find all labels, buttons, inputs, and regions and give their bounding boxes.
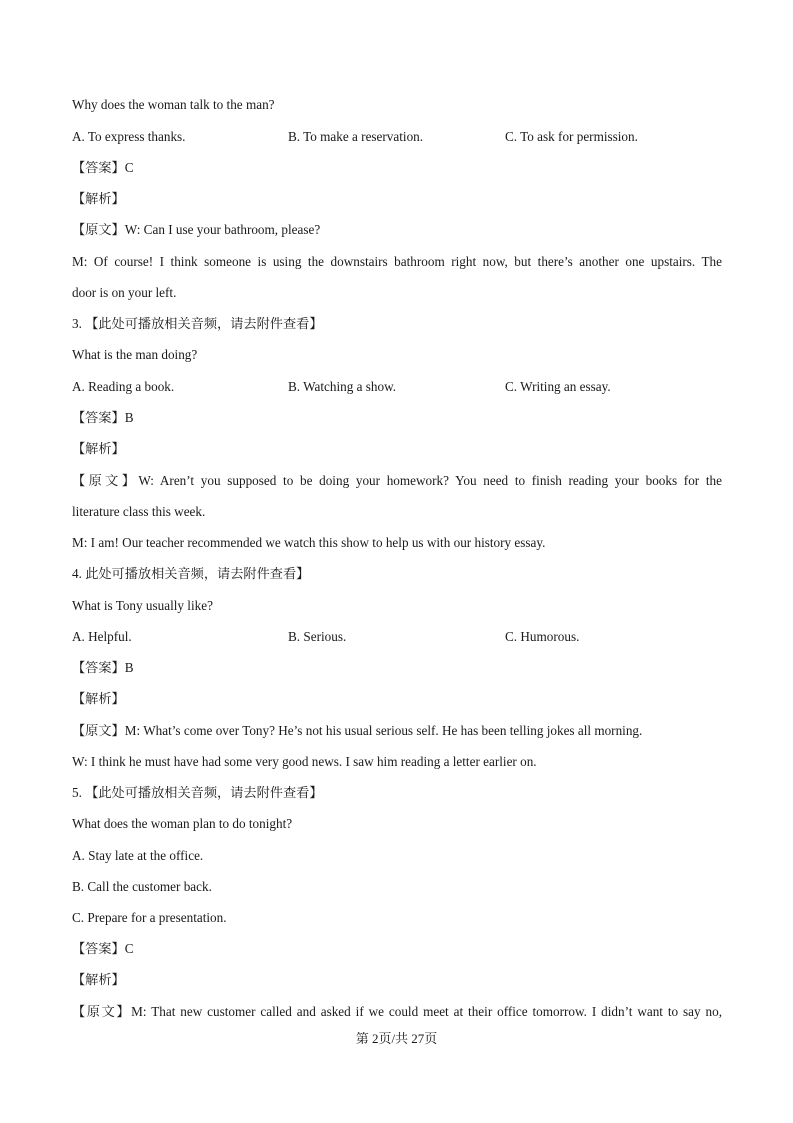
q2-option-b: B. To make a reservation. (288, 129, 424, 144)
q2-option-a: A. To express thanks. (72, 129, 186, 144)
q2-transcript-line-3: door is on your left. (72, 285, 177, 300)
q3-option-b: B. Watching a show. (288, 379, 397, 394)
q3-header: 3. 【此处可播放相关音频，请去附件查看】 (72, 316, 323, 331)
q4-header: 4. 此处可播放相关音频，请去附件查看】 (72, 566, 310, 581)
q2-transcript-line-2: M: Of course! I think someone is using the downstairs bathroom right now, but there’s another one upstairs. The (72, 254, 722, 269)
q2-answer: 【答案】C (72, 160, 134, 175)
q2-question: Why does the woman talk to the man? (72, 97, 275, 112)
q5-answer: 【答案】C (72, 941, 134, 956)
q5-option-b: B. Call the customer back. (72, 879, 212, 894)
q5-option-a: A. Stay late at the office. (72, 848, 204, 863)
q3-option-a: A. Reading a book. (72, 379, 175, 394)
q2-analysis-label: 【解析】 (72, 191, 125, 206)
q2-option-c: C. To ask for permission. (505, 129, 638, 144)
q2-transcript-line-1: 【原文】W: Can I use your bathroom, please? (72, 222, 321, 237)
q5-transcript-line-1: 【原文】M: That new customer called and asked if we could meet at their office tomorrow. I didn’t want to say no, (72, 1004, 722, 1019)
q4-answer: 【答案】B (72, 660, 134, 675)
q3-transcript-line-3: M: I am! Our teacher recommended we watch this show to help us with our history essay. (72, 535, 546, 550)
q5-option-c: C. Prepare for a presentation. (72, 910, 227, 925)
q4-question: What is Tony usually like? (72, 598, 213, 613)
q4-transcript-line-1: 【原文】M: What’s come over Tony? He’s not his usual serious self. He has been telling jokes all morning. (72, 723, 643, 738)
q4-transcript-line-2: W: I think he must have had some very good news. I saw him reading a letter earlier on. (72, 754, 537, 769)
q3-transcript-line-2: literature class this week. (72, 504, 206, 519)
q3-answer: 【答案】B (72, 410, 134, 425)
q5-question: What does the woman plan to do tonight? (72, 816, 293, 831)
q3-transcript-line-1: 【原文】W: Aren’t you supposed to be doing your homework? You need to finish reading your books for the (72, 473, 722, 488)
q4-option-c: C. Humorous. (505, 629, 580, 644)
q3-analysis-label: 【解析】 (72, 441, 125, 456)
q4-option-a: A. Helpful. (72, 629, 132, 644)
q5-analysis-label: 【解析】 (72, 972, 125, 987)
q4-analysis-label: 【解析】 (72, 691, 125, 706)
q3-question: What is the man doing? (72, 347, 198, 362)
q5-header: 5. 【此处可播放相关音频，请去附件查看】 (72, 785, 323, 800)
q3-option-c: C. Writing an essay. (505, 379, 611, 394)
page-number-footer: 第 2页/共 27页 (355, 1031, 438, 1046)
q4-option-b: B. Serious. (288, 629, 347, 644)
